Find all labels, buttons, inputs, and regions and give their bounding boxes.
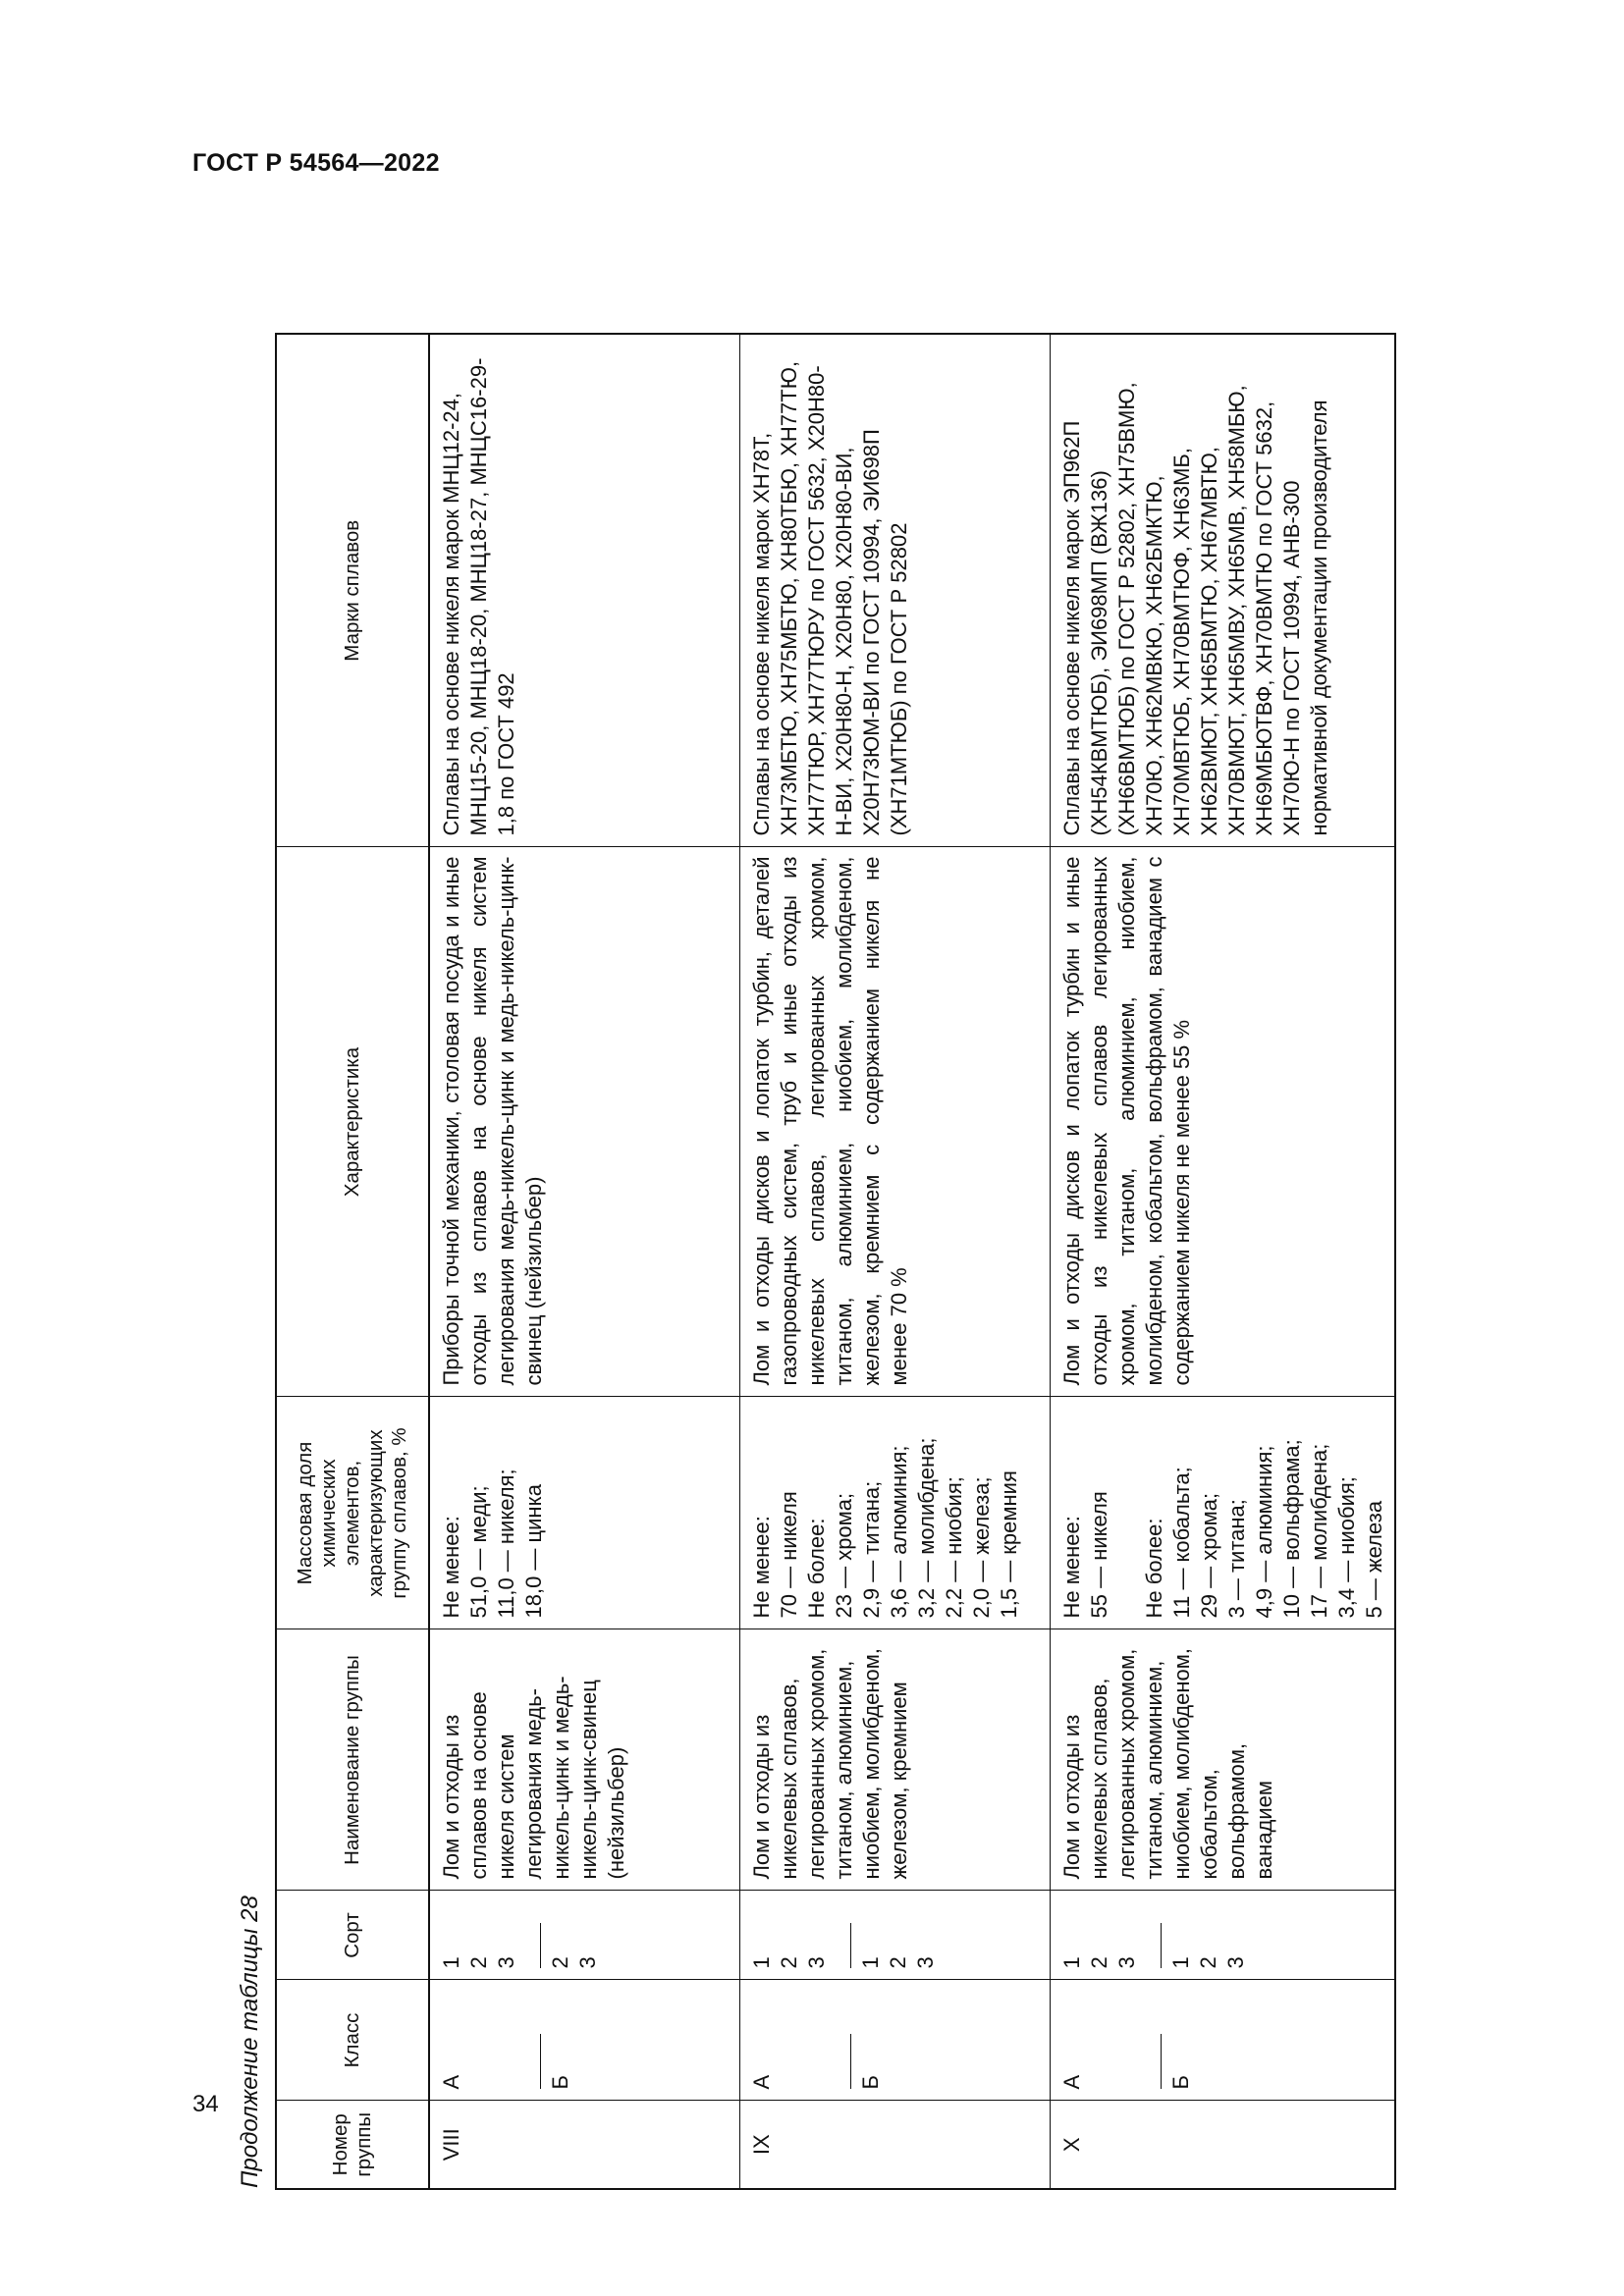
- mass-fraction-list: [748, 1407, 1023, 1619]
- table-row: [429, 334, 739, 2189]
- mass-fraction-line: 29 — хрома;: [1196, 1492, 1221, 1619]
- cell-alloy-grades: Сплавы на основе никеля марок ХН78Т, ХН73МБТЮ, ХН75МБТЮ, ХН80ТБЮ, ХН77ТЮ, ХН77ТЮР, ХН77ТЮРУ по ГОСТ 5632, Х20Н80-Н-ВИ, Х20Н80-Н, Х20Н80, Х20Н80-ВИ, Х20Н73ЮМ-ВИ по ГОСТ 10994, ЭИ698П (ХН71МТЮБ) по ГОСТ Р 52802: [739, 334, 1050, 847]
- column-header-characteristic: Характеристика: [276, 847, 429, 1397]
- sort-value: 3: [575, 1956, 600, 1969]
- sort-value: 2: [776, 1956, 801, 1969]
- cell-mass-fraction: [739, 1397, 1050, 1629]
- column-header-class: Класс: [276, 1980, 429, 2101]
- mass-fraction-line: Не менее:: [1058, 1516, 1084, 1619]
- sort-list-a: [748, 1900, 831, 1969]
- sort-list-b: [1161, 1924, 1250, 1969]
- sort-value: 3: [494, 1956, 518, 1969]
- cell-sort: [1050, 1891, 1395, 1980]
- cell-mass-fraction: [429, 1397, 739, 1629]
- class-a: А: [1058, 2074, 1084, 2090]
- mass-fraction-line: 1,5 — кремния: [996, 1470, 1021, 1619]
- document-title: ГОСТ Р 54564—2022: [192, 149, 440, 177]
- class-b: Б: [850, 2035, 885, 2090]
- sort-value: 3: [1222, 1956, 1248, 1969]
- mass-fraction-line: 2,9 — титана;: [858, 1480, 884, 1619]
- cell-alloy-grades: Сплавы на основе никеля марок ЭП962П (ХН54КВМТЮБ), ЭИ698МП (ВЖ136) (ХН66ВМТЮБ) по ГОСТ Р 52802, ХН75ВМЮ, ХН70Ю, ХН62МВКЮ, ХН62БМКТЮ, ХН70МВТЮБ, ХН70ВМТЮФ, ХН63МБ, ХН62ВМЮТ, ХН65ВМТЮ, ХН67МВТЮ, ХН70ВМЮТ, ХН65МВУ, ХН65МВ, ХН58МБЮ, ХН69МБЮТВФ, ХН70ВМТЮ по ГОСТ 5632, ХН70Ю-Н по ГОСТ 10994, АНВ-300 нормативной документации производителя: [1050, 334, 1395, 847]
- mass-fraction-line: 2,2 — ниобия;: [941, 1476, 966, 1619]
- cell-group-number: X: [1050, 2101, 1395, 2189]
- mass-fraction-line: 3,2 — молибдена;: [913, 1437, 939, 1619]
- cell-group-name: Лом и отходы из никелевых сплавов, легированных хромом, титаном, алюминием, ниобием, молибденом, кобальтом, вольфрамом, ванадием: [1050, 1629, 1395, 1891]
- class-b: Б: [1161, 2035, 1195, 2090]
- column-header-group-name: Наименование группы: [276, 1629, 429, 1891]
- mass-fraction-line: 2,0 — железа;: [968, 1476, 994, 1619]
- sort-value: 1: [748, 1956, 774, 1969]
- mass-fraction-line: Не более:: [1141, 1518, 1166, 1619]
- table-row: [739, 334, 1050, 2189]
- page-number: 34: [192, 2091, 219, 2117]
- cell-characteristic: Лом и отходы дисков и лопаток турбин и иные отходы из никелевых сплавов легированных хромом, титаном, алюминием, ниобием, молибденом, кобальтом, вольфрамом, ванадием с содержанием никеля не менее 55 %: [1050, 847, 1395, 1397]
- cell-mass-fraction: [1050, 1397, 1395, 1629]
- mass-fraction-line: 4,9 — алюминия;: [1251, 1445, 1276, 1619]
- cell-class: [1050, 1980, 1395, 2101]
- class-b: Б: [540, 2035, 574, 2090]
- mass-fraction-line: 5 — железа: [1361, 1500, 1386, 1619]
- mass-fraction-line: 55 — никеля: [1086, 1491, 1111, 1619]
- sort-value: 3: [912, 1956, 938, 1969]
- sort-value: 3: [803, 1956, 829, 1969]
- mass-fraction-line: 11,0 — никеля;: [494, 1468, 518, 1619]
- column-header-sort: Сорт: [276, 1891, 429, 1980]
- mass-fraction-line: 3,4 — ниобия;: [1333, 1476, 1359, 1619]
- mass-fraction-line: 3,6 — алюминия;: [886, 1445, 911, 1619]
- sort-value: 2: [885, 1956, 910, 1969]
- cell-group-name: Лом и отходы из никелевых сплавов, легированных хромом, титаном, алюминием, ниобием, молибденом, железом, кремнием: [739, 1629, 1050, 1891]
- mass-fraction-line: Не менее:: [439, 1516, 463, 1619]
- sort-value: 2: [548, 1956, 572, 1969]
- rotated-table-block: [226, 335, 1386, 2190]
- sort-list-a: [438, 1900, 520, 1969]
- mass-fraction-line: 51,0 — меди;: [466, 1485, 491, 1619]
- column-header-group-number: Номер группы: [276, 2101, 429, 2189]
- sort-value: 1: [1058, 1956, 1084, 1969]
- cell-group-number: IX: [739, 2101, 1050, 2189]
- mass-fraction-line: Не более:: [803, 1518, 829, 1619]
- mass-fraction-line: 18,0 — цинка: [521, 1484, 546, 1619]
- cell-characteristic: Лом и отходы дисков и лопаток турбин, деталей газопроводных систем, труб и иные отходы из никелевых сплавов, легированных хромом, титаном, алюминием, ниобием, молибденом, железом, кремнием с содержанием никеля не менее 70 %: [739, 847, 1050, 1397]
- column-header-alloy-grades: Марки сплавов: [276, 334, 429, 847]
- mass-fraction-list-max: [1141, 1407, 1388, 1619]
- mass-fraction-line: 70 — никеля: [776, 1491, 801, 1619]
- sort-value: 2: [1195, 1956, 1220, 1969]
- mass-fraction-line: 17 — молибдена;: [1306, 1443, 1331, 1619]
- mass-fraction-line: Не менее:: [748, 1516, 774, 1619]
- sort-value: 1: [1167, 1956, 1193, 1969]
- sort-value: 1: [857, 1956, 883, 1969]
- table-row: [1050, 334, 1395, 2189]
- mass-fraction-line: 11 — кобальта;: [1168, 1467, 1194, 1619]
- class-a: А: [439, 2074, 463, 2090]
- sort-value: 2: [1086, 1956, 1111, 1969]
- sort-value: 1: [439, 1956, 463, 1969]
- cell-class: [429, 1980, 739, 2101]
- table-caption: Продолжение таблицы 28: [237, 1896, 263, 2188]
- cell-class: [739, 1980, 1050, 2101]
- column-header-mass-fraction: Массовая доля химических элементов, характеризующих группу сплавов, %: [276, 1397, 429, 1629]
- mass-fraction-list: [1058, 1407, 1113, 1619]
- cell-sort: [739, 1891, 1050, 1980]
- sort-list-b: [850, 1924, 940, 1969]
- cell-characteristic: Приборы точной механики, столовая посуда и иные отходы из сплавов на основе никеля систем легирования медь-никель-цинк и медь-никель-цинк-свинец (нейзильбер): [429, 847, 739, 1397]
- cell-group-name: Лом и отходы из сплавов на основе никеля систем легирования медь-никель-цинк и медь-никель-цинк-свинец (нейзильбер): [429, 1629, 739, 1891]
- sort-value: 3: [1113, 1956, 1139, 1969]
- class-a: А: [748, 2074, 774, 2090]
- mass-fraction-line: 23 — хрома;: [831, 1492, 856, 1619]
- table-header-row: [276, 334, 429, 2189]
- sort-value: 2: [466, 1956, 491, 1969]
- sort-list-a: [1058, 1900, 1141, 1969]
- mass-fraction-line: 10 — вольфрама;: [1278, 1439, 1304, 1619]
- cell-sort: [429, 1891, 739, 1980]
- mass-fraction-list: [438, 1407, 548, 1619]
- sort-list-b: [540, 1924, 602, 1969]
- alloy-groups-table: [275, 333, 1396, 2190]
- mass-fraction-line: 3 — титана;: [1223, 1499, 1249, 1619]
- cell-alloy-grades: Сплавы на основе никеля марок МНЦ12-24, МНЦ15-20, МНЦ18-20, МНЦ18-27, МНЦС16-29-1,8 по ГОСТ 492: [429, 334, 739, 847]
- cell-group-number: VIII: [429, 2101, 739, 2189]
